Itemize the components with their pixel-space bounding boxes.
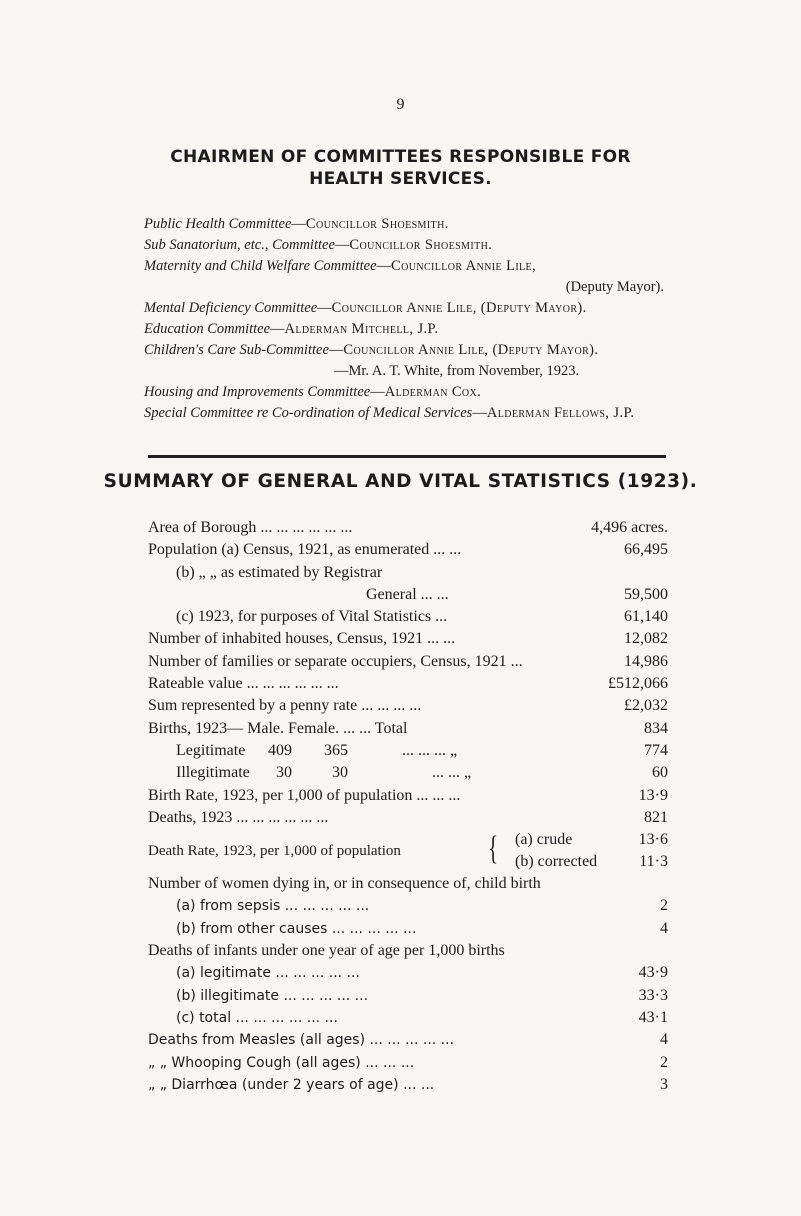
- stat-row: [148, 985, 668, 1007]
- stat-sublabel: (b) corrected: [515, 853, 598, 871]
- stat-label: (a) legitimate ... ... ... ... ...: [176, 965, 360, 982]
- stat-row: [148, 628, 668, 650]
- stat-label: (b) from other causes ... ... ... ... ...: [176, 920, 417, 937]
- stat-label: Number of inhabited houses, Census, 1921 ... ...: [148, 630, 456, 648]
- stat-value: 3: [660, 1075, 668, 1093]
- stat-label: (b) „ „ as estimated by Registrar: [176, 563, 383, 581]
- page-title-line-1: CHAIRMEN OF COMMITTEES RESPONSIBLE FOR: [170, 147, 631, 167]
- committee-name: Education Committee: [144, 321, 271, 337]
- stat-label: (c) total ... ... ... ... ... ...: [176, 1009, 338, 1026]
- stat-value: 821: [644, 808, 668, 826]
- stat-row: [148, 962, 668, 984]
- stat-row: [148, 873, 668, 895]
- committee-row: [144, 235, 664, 256]
- stat-value: 59,500: [624, 585, 668, 603]
- stat-male: 409: [268, 741, 292, 759]
- stat-value: 11·3: [639, 853, 668, 871]
- stat-value: 2: [660, 897, 668, 915]
- committee-name: Mental Deficiency Committee: [144, 300, 318, 316]
- stat-row: [148, 829, 668, 873]
- stat-value: 66,495: [624, 541, 668, 559]
- committee-list: [144, 214, 664, 424]
- stat-row: [148, 762, 668, 784]
- stat-row: [148, 1052, 668, 1074]
- committee-chair: Councillor Annie Lile,: [391, 258, 537, 274]
- stat-row: [148, 785, 668, 807]
- separator: —: [334, 237, 350, 253]
- stat-value: 61,140: [624, 608, 668, 626]
- stat-label: „ „ Whooping Cough (all ages) ... ... ...: [148, 1054, 415, 1071]
- stat-label: Deaths from Measles (all ages) ... ... ... ... ...: [148, 1032, 455, 1049]
- section-divider: [148, 455, 666, 458]
- committee-name: Public Health Committee: [144, 216, 292, 232]
- committee-chair: Alderman Mitchell, J.P.: [284, 321, 439, 337]
- stat-label: „ „ Diarrhœa (under 2 years of age) ... ...: [148, 1076, 435, 1093]
- stat-label: Area of Borough ... ... ... ... ... ...: [148, 519, 353, 536]
- stat-sublabel: (a) crude: [515, 831, 573, 849]
- stat-label: Deaths of infants under one year of age per 1,000 births: [148, 942, 505, 960]
- stat-label: Number of families or separate occupiers, Census, 1921 ...: [148, 652, 523, 670]
- stat-row: [148, 562, 668, 584]
- stat-label: Number of women dying in, or in consequence of, child birth: [148, 875, 541, 893]
- committee-name: Sub Sanatorium, etc., Committee: [144, 237, 335, 253]
- separator: —: [291, 216, 306, 232]
- brace-values: [639, 829, 668, 873]
- committee-row: [144, 319, 664, 340]
- stat-row: [148, 517, 668, 539]
- stat-row: [148, 718, 668, 740]
- separator: —: [370, 384, 385, 400]
- stat-value: 4: [660, 1031, 668, 1049]
- stat-row: [148, 539, 668, 561]
- stat-label: Birth Rate, 1923, per 1,000 of pupulation ... ... ...: [148, 786, 461, 804]
- committee-continuation: (Deputy Mayor).: [565, 279, 664, 295]
- stat-label: Death Rate, 1923, per 1,000 of population: [148, 843, 401, 860]
- committee-name: Special Committee re Co-ordination of Medical Services: [144, 405, 473, 421]
- committee-chair: Councillor Annie Lile, (Deputy Mayor).: [331, 300, 587, 316]
- stat-row: [148, 584, 668, 606]
- committee-row: [144, 256, 664, 277]
- stat-value: 13·9: [638, 786, 668, 804]
- committee-name: Children's Care Sub-Committee: [144, 342, 329, 358]
- committee-row: [144, 298, 664, 319]
- stat-label: Sum represented by a penny rate ... ... ... ...: [148, 697, 422, 715]
- stat-label: (c) 1923, for purposes of Vital Statistics ...: [176, 608, 448, 626]
- committee-name: Housing and Improvements Committee: [144, 384, 371, 400]
- brace-items: [515, 829, 597, 873]
- stat-row: [148, 807, 668, 829]
- stat-value: 43·1: [638, 1008, 668, 1026]
- stat-value: 33·3: [638, 986, 668, 1004]
- separator: —: [328, 342, 344, 358]
- statistics-table: [148, 517, 668, 1096]
- stat-female: 365: [324, 741, 348, 759]
- stat-value: 13·6: [638, 831, 668, 849]
- stat-value: 2: [660, 1053, 668, 1071]
- stat-label: (a) from sepsis ... ... ... ... ...: [176, 898, 370, 915]
- separator: —: [317, 300, 332, 316]
- stat-row: [148, 740, 668, 762]
- stat-dots: ... ... „: [432, 764, 472, 782]
- committee-chair: Councillor Annie Lile, (Deputy Mayor).: [343, 342, 599, 358]
- stat-female: 30: [332, 764, 348, 782]
- stat-row: [148, 895, 668, 917]
- committee-row: [144, 340, 664, 361]
- committee-row: [144, 403, 664, 424]
- stat-value: 14,986: [624, 652, 668, 670]
- stat-value: £2,032: [624, 697, 668, 715]
- separator: —: [270, 321, 285, 337]
- brace-icon: {: [488, 830, 499, 868]
- page-number: 9: [396, 96, 405, 113]
- stat-label: General ... ...: [366, 585, 449, 603]
- stat-label: (b) illegitimate ... ... ... ... ...: [176, 987, 369, 1004]
- stat-value: £512,066: [608, 675, 668, 693]
- separator: —: [472, 405, 487, 421]
- stat-label: Deaths, 1923 ... ... ... ... ... ...: [148, 808, 329, 826]
- stat-row: [148, 918, 668, 940]
- stat-label: Legitimate: [176, 741, 246, 759]
- committee-row: [144, 382, 664, 403]
- stat-row: [148, 1007, 668, 1029]
- committee-chair: Alderman Fellows, J.P.: [486, 405, 635, 421]
- stat-row: [148, 651, 668, 673]
- stat-dots: ... ... ... „: [402, 741, 458, 759]
- stat-label: Rateable value ... ... ... ... ... ...: [148, 675, 339, 693]
- stat-value: 12,082: [624, 630, 668, 648]
- stat-label: Illegitimate: [176, 764, 250, 782]
- stat-row: [148, 1029, 668, 1051]
- stat-value: 60: [652, 764, 668, 782]
- stat-label: Population (a) Census, 1921, as enumerated ... ...: [148, 541, 462, 559]
- page-title-line-2: HEALTH SERVICES.: [309, 169, 492, 189]
- stat-value: 4,496 acres.: [591, 519, 668, 536]
- summary-title: SUMMARY OF GENERAL AND VITAL STATISTICS (1923).: [103, 471, 698, 492]
- committee-name: Maternity and Child Welfare Committee: [144, 258, 377, 274]
- committee-continuation: —Mr. A. T. White, from November, 1923.: [334, 363, 580, 379]
- committee-chair: Councillor Shoesmith.: [349, 237, 493, 253]
- stat-value: 834: [644, 719, 668, 737]
- stat-value: 43·9: [638, 964, 668, 982]
- separator: —: [376, 258, 392, 274]
- stat-row: [148, 940, 668, 962]
- stat-value: 4: [660, 919, 668, 937]
- stat-row: [148, 695, 668, 717]
- stat-row: [148, 1074, 668, 1096]
- committee-chair: Alderman Cox.: [384, 384, 482, 400]
- stat-row: [148, 606, 668, 628]
- committee-chair: Councillor Shoesmith.: [305, 216, 449, 232]
- committee-row: [144, 214, 664, 235]
- stat-label: Births, 1923— Male. Female. ... ... Total: [148, 719, 408, 737]
- stat-row: [148, 673, 668, 695]
- stat-male: 30: [276, 764, 292, 782]
- stat-value: 774: [644, 741, 668, 759]
